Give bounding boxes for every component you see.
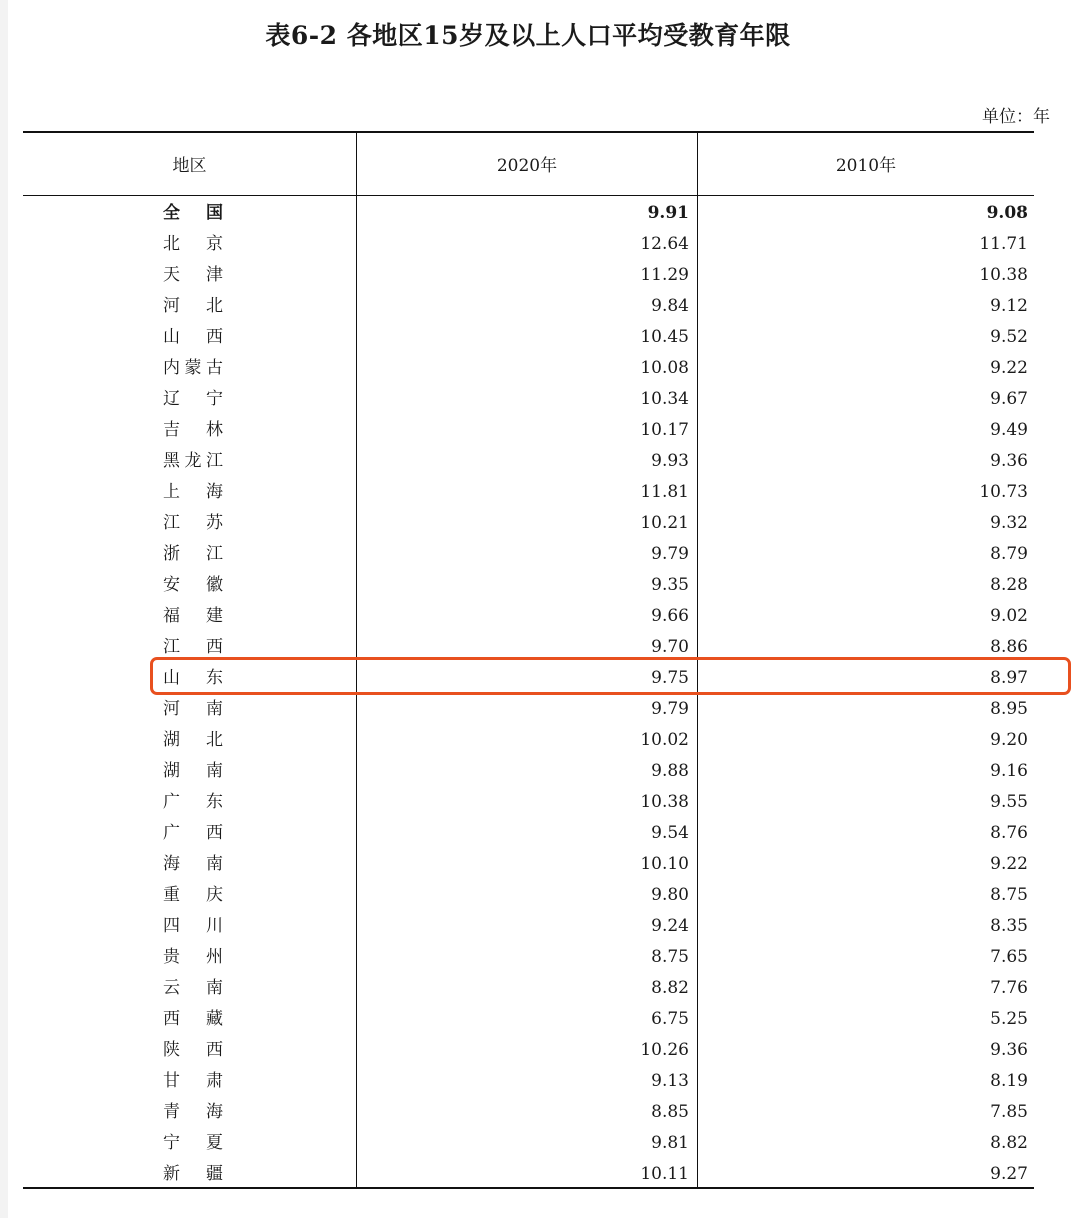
region-char: 四 <box>163 916 180 936</box>
region-char: 吉 <box>163 420 180 440</box>
region-char: 江 <box>206 451 223 471</box>
table-row <box>23 291 1034 322</box>
region-cell <box>163 880 223 911</box>
value-2020-cell: 10.34 <box>640 389 689 409</box>
value-2010-cell: 7.85 <box>990 1102 1028 1122</box>
value-2010-cell: 8.28 <box>990 575 1028 595</box>
region-cell <box>163 198 223 229</box>
value-2020-cell: 9.70 <box>651 637 689 657</box>
region-char: 西 <box>206 823 223 843</box>
region-char: 海 <box>206 482 223 502</box>
region-char: 江 <box>206 544 223 564</box>
value-2010-cell: 8.95 <box>990 699 1028 719</box>
value-2020-cell: 9.79 <box>651 699 689 719</box>
region-char: 广 <box>163 823 180 843</box>
region-char: 福 <box>163 606 180 626</box>
value-2020-cell: 8.75 <box>651 947 689 967</box>
value-2020-cell: 11.29 <box>640 265 689 285</box>
table-row <box>23 1066 1034 1097</box>
value-2020-cell: 10.45 <box>640 327 689 347</box>
region-char: 宁 <box>163 1133 180 1153</box>
region-cell <box>163 260 223 291</box>
region-char: 北 <box>206 296 223 316</box>
value-2020-cell: 9.24 <box>651 916 689 936</box>
value-2020-cell: 9.84 <box>651 296 689 316</box>
region-char: 庆 <box>206 885 223 905</box>
table-row <box>23 601 1034 632</box>
region-char: 北 <box>163 234 180 254</box>
region-char: 川 <box>206 916 223 936</box>
value-2010-cell: 10.38 <box>979 265 1028 285</box>
table-row <box>23 446 1034 477</box>
region-char: 夏 <box>206 1133 223 1153</box>
value-2010-cell: 9.52 <box>990 327 1028 347</box>
value-2010-cell: 10.73 <box>979 482 1028 502</box>
value-2010-cell: 9.55 <box>990 792 1028 812</box>
value-2010-cell: 8.97 <box>990 668 1028 688</box>
table-row <box>23 477 1034 508</box>
region-char: 津 <box>206 265 223 285</box>
highlight-box <box>150 657 1071 695</box>
value-2020-cell: 10.26 <box>640 1040 689 1060</box>
region-char: 南 <box>206 761 223 781</box>
value-2010-cell: 9.22 <box>990 854 1028 874</box>
value-2020-cell: 9.66 <box>651 606 689 626</box>
region-cell <box>163 1159 223 1190</box>
region-char: 南 <box>206 978 223 998</box>
region-cell <box>163 1004 223 1035</box>
region-cell <box>163 818 223 849</box>
region-char: 黑 <box>163 451 180 471</box>
value-2010-cell: 9.20 <box>990 730 1028 750</box>
region-char: 江 <box>163 513 180 533</box>
region-char: 古 <box>206 358 223 378</box>
table-header-rule <box>23 195 1034 196</box>
value-2010-cell: 9.02 <box>990 606 1028 626</box>
table-row <box>23 849 1034 880</box>
value-2020-cell: 9.88 <box>651 761 689 781</box>
value-2020-cell: 10.21 <box>640 513 689 533</box>
region-cell <box>163 973 223 1004</box>
region-cell <box>163 508 223 539</box>
table-row <box>23 756 1034 787</box>
region-cell <box>163 570 223 601</box>
table-row <box>23 1004 1034 1035</box>
region-cell <box>163 787 223 818</box>
value-2010-cell: 9.16 <box>990 761 1028 781</box>
region-cell <box>163 911 223 942</box>
value-2020-cell: 10.11 <box>640 1164 689 1184</box>
value-2020-cell: 10.08 <box>640 358 689 378</box>
region-char: 青 <box>163 1102 180 1122</box>
region-cell <box>163 849 223 880</box>
region-char: 上 <box>163 482 180 502</box>
value-2020-cell: 9.54 <box>651 823 689 843</box>
table-row <box>23 539 1034 570</box>
table-row <box>23 353 1034 384</box>
value-2020-cell: 10.10 <box>640 854 689 874</box>
region-char: 疆 <box>206 1164 223 1184</box>
table-row <box>23 198 1034 229</box>
region-char: 宁 <box>206 389 223 409</box>
region-char: 贵 <box>163 947 180 967</box>
region-char: 徽 <box>206 575 223 595</box>
table-row <box>23 911 1034 942</box>
table-row <box>23 415 1034 446</box>
region-char: 河 <box>163 699 180 719</box>
region-cell <box>163 1035 223 1066</box>
table-row <box>23 1035 1034 1066</box>
table-row <box>23 508 1034 539</box>
unit-label: 单位：年 <box>982 107 1050 127</box>
region-char: 国 <box>206 203 223 223</box>
region-char: 云 <box>163 978 180 998</box>
region-char: 南 <box>206 699 223 719</box>
value-2010-cell: 9.49 <box>990 420 1028 440</box>
table-top-rule <box>23 131 1034 133</box>
value-2020-cell: 11.81 <box>640 482 689 502</box>
value-2020-cell: 10.38 <box>640 792 689 812</box>
table-row <box>23 787 1034 818</box>
region-cell <box>163 322 223 353</box>
table-row <box>23 818 1034 849</box>
table-row <box>23 384 1034 415</box>
region-char: 山 <box>163 327 180 347</box>
region-char: 河 <box>163 296 180 316</box>
value-2010-cell: 8.82 <box>990 1133 1028 1153</box>
table-row <box>23 694 1034 725</box>
region-char: 海 <box>206 1102 223 1122</box>
value-2020-cell: 8.85 <box>651 1102 689 1122</box>
value-2010-cell: 11.71 <box>979 234 1028 254</box>
region-char: 林 <box>206 420 223 440</box>
header-2020: 2020年 <box>496 156 558 176</box>
value-2010-cell: 8.86 <box>990 637 1028 657</box>
region-char: 甘 <box>163 1071 180 1091</box>
value-2010-cell: 7.65 <box>990 947 1028 967</box>
region-char: 肃 <box>206 1071 223 1091</box>
region-cell <box>163 415 223 446</box>
value-2010-cell: 9.12 <box>990 296 1028 316</box>
region-cell <box>163 291 223 322</box>
value-2010-cell: 8.19 <box>990 1071 1028 1091</box>
region-char: 海 <box>163 854 180 874</box>
table-row <box>23 570 1034 601</box>
region-cell <box>163 446 223 477</box>
region-char: 藏 <box>206 1009 223 1029</box>
value-2020-cell: 8.82 <box>651 978 689 998</box>
page-edge-shade <box>0 0 8 1218</box>
value-2010-cell: 8.35 <box>990 916 1028 936</box>
region-char: 南 <box>206 854 223 874</box>
region-cell <box>163 601 223 632</box>
region-char: 西 <box>206 1040 223 1060</box>
value-2020-cell: 9.80 <box>651 885 689 905</box>
region-char: 辽 <box>163 389 180 409</box>
value-2020-cell: 9.75 <box>651 668 689 688</box>
value-2010-cell: 9.36 <box>990 1040 1028 1060</box>
value-2020-cell: 12.64 <box>640 234 689 254</box>
region-char: 北 <box>206 730 223 750</box>
region-char: 西 <box>163 1009 180 1029</box>
value-2020-cell: 9.81 <box>651 1133 689 1153</box>
region-char: 东 <box>206 668 223 688</box>
region-cell <box>163 229 223 260</box>
region-char: 西 <box>206 637 223 657</box>
value-2010-cell: 9.67 <box>990 389 1028 409</box>
region-char: 浙 <box>163 544 180 564</box>
header-region: 地区 <box>172 156 207 176</box>
value-2020-cell: 10.02 <box>640 730 689 750</box>
region-char: 西 <box>206 327 223 347</box>
region-char: 建 <box>206 606 223 626</box>
region-cell <box>163 477 223 508</box>
region-cell <box>163 1066 223 1097</box>
region-char: 龙 <box>184 451 202 471</box>
value-2010-cell: 8.76 <box>990 823 1028 843</box>
region-char: 全 <box>163 203 180 223</box>
value-2020-cell: 9.93 <box>651 451 689 471</box>
region-char: 苏 <box>206 513 223 533</box>
value-2010-cell: 9.22 <box>990 358 1028 378</box>
table-title: 表6-2 各地区15岁及以上人口平均受教育年限 <box>265 21 791 50</box>
value-2010-cell: 9.36 <box>990 451 1028 471</box>
region-char: 山 <box>163 668 180 688</box>
table-row <box>23 1097 1034 1128</box>
region-cell <box>163 725 223 756</box>
table-row <box>23 260 1034 291</box>
value-2020-cell: 9.35 <box>651 575 689 595</box>
table-row <box>23 322 1034 353</box>
table-row <box>23 229 1034 260</box>
value-2020-cell: 9.91 <box>647 203 689 223</box>
region-char: 江 <box>163 637 180 657</box>
region-char: 湖 <box>163 730 180 750</box>
value-2020-cell: 9.13 <box>651 1071 689 1091</box>
table-row <box>23 880 1034 911</box>
region-cell <box>163 1128 223 1159</box>
table-row <box>23 942 1034 973</box>
region-cell <box>163 384 223 415</box>
value-2010-cell: 8.75 <box>990 885 1028 905</box>
region-cell <box>163 1097 223 1128</box>
region-char: 重 <box>163 885 180 905</box>
region-cell <box>163 353 223 384</box>
region-char: 京 <box>206 234 223 254</box>
region-char: 东 <box>206 792 223 812</box>
region-cell <box>163 694 223 725</box>
region-cell <box>163 942 223 973</box>
region-char: 天 <box>163 265 180 285</box>
value-2010-cell: 9.27 <box>990 1164 1028 1184</box>
header-2010: 2010年 <box>835 156 897 176</box>
table-row <box>23 725 1034 756</box>
region-char: 新 <box>163 1164 180 1184</box>
value-2020-cell: 9.79 <box>651 544 689 564</box>
table-row <box>23 973 1034 1004</box>
value-2020-cell: 10.17 <box>640 420 689 440</box>
value-2010-cell: 9.32 <box>990 513 1028 533</box>
value-2010-cell: 9.08 <box>986 203 1028 223</box>
value-2020-cell: 6.75 <box>651 1009 689 1029</box>
region-char: 蒙 <box>184 358 202 378</box>
region-char: 湖 <box>163 761 180 781</box>
value-2010-cell: 5.25 <box>990 1009 1028 1029</box>
region-char: 安 <box>163 575 180 595</box>
region-cell <box>163 756 223 787</box>
table-row <box>23 1159 1034 1190</box>
region-char: 广 <box>163 792 180 812</box>
region-char: 州 <box>206 947 223 967</box>
region-char: 内 <box>163 358 180 378</box>
table-row <box>23 1128 1034 1159</box>
region-char: 陕 <box>163 1040 180 1060</box>
value-2010-cell: 7.76 <box>990 978 1028 998</box>
value-2010-cell: 8.79 <box>990 544 1028 564</box>
region-cell <box>163 539 223 570</box>
